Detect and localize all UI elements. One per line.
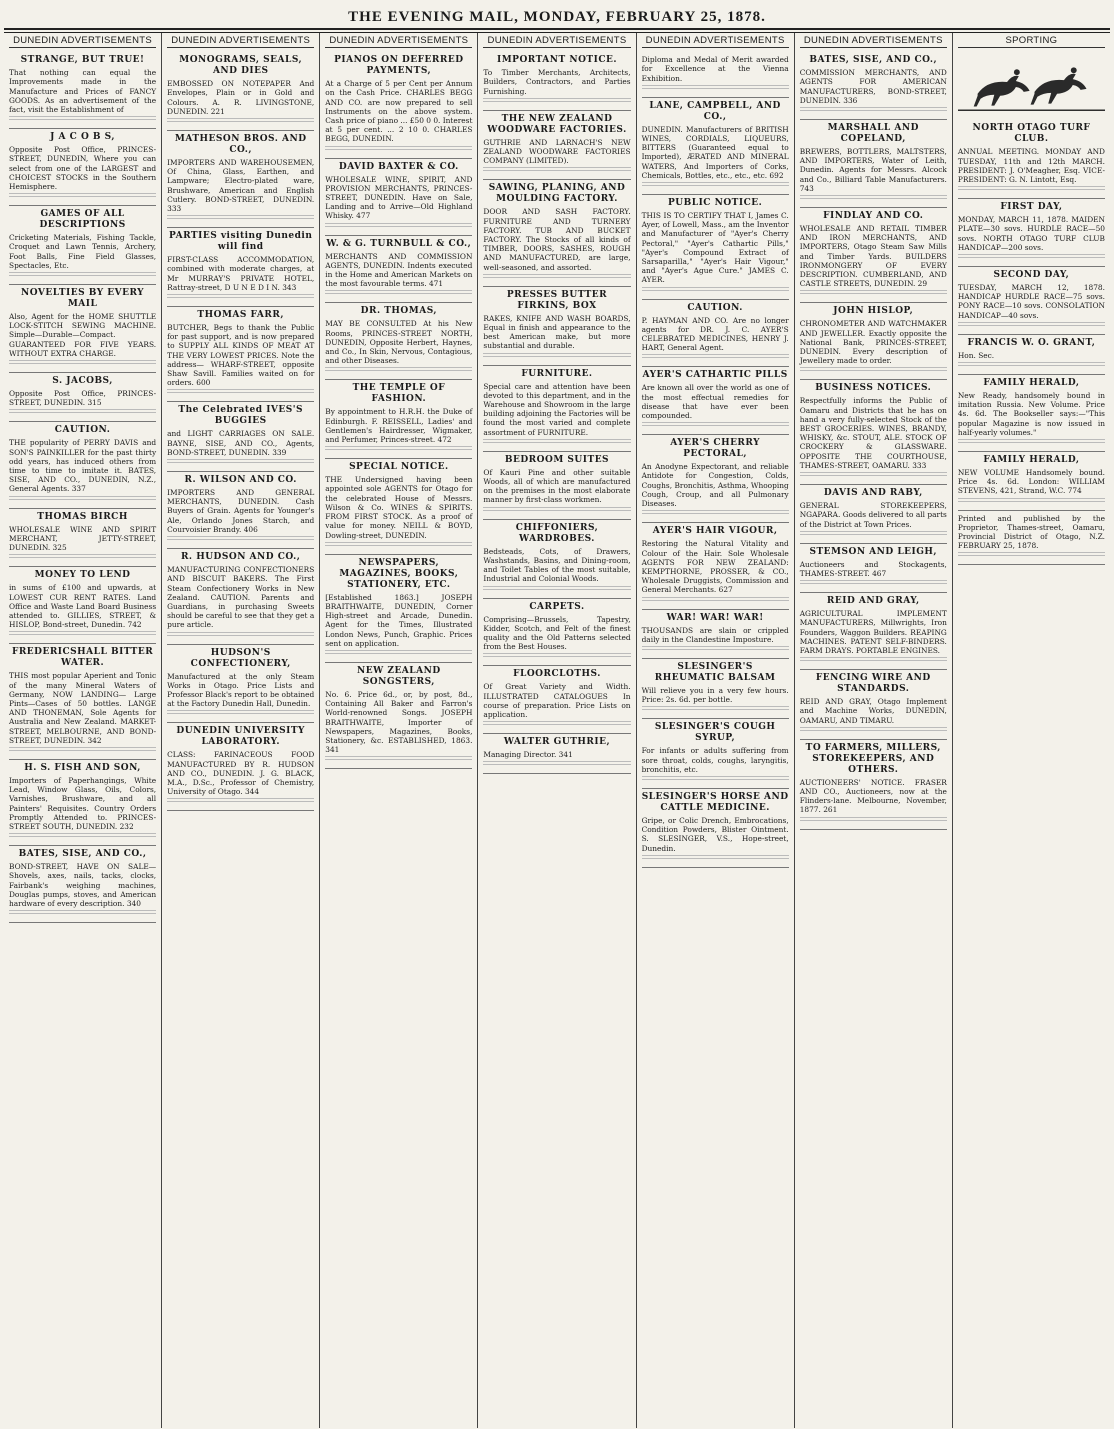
advertisement-title: REID AND GRAY,	[826, 596, 920, 607]
advertisement-title: BUSINESS NOTICES.	[815, 383, 932, 394]
advertisement-body: An Anodyne Expectorant, and reliable Antidote for Congestion, Colds, Coughs, Bronchitis, Asthma, Whooping Cough, Croup, and all Pulmonary Diseases.	[641, 462, 789, 509]
advertisement-body: No. 6. Price 6d., or, by post, 8d., Containing All Baker and Farron's World-renowned Songs. JOSEPH BRAITHWAITE, Importer of Newspapers, Magazines, Books, Stationery, &c. ESTABLISHED, 1863. 341	[325, 689, 473, 755]
advertisement	[483, 452, 630, 520]
advertisement-body: CLASS: FARINACEOUS FOOD MANUFACTURED BY R. HUDSON AND CO., DUNEDIN. J. G. BLACK, M.A., D.Sc., Professor of Chemistry, University of Otago. 344	[167, 750, 315, 797]
advertisement	[167, 723, 314, 811]
advertisement-body: and LIGHT CARRIAGES ON SALE. BAYNE, SISE, AND CO., Agents, BOND-STREET, DUNEDIN. 339	[167, 429, 315, 457]
body-text-lines	[9, 631, 156, 637]
column-7	[953, 33, 1110, 1428]
advertisement-body: THOUSANDS are slain or crippled daily in the Clandestine Imposture.	[641, 625, 789, 644]
advertisement-body: WHOLESALE WINE AND SPIRIT MERCHANT, JETTY-STREET, DUNEDIN. 325	[9, 524, 157, 553]
advertisement-title: FENCING WIRE AND STANDARDS.	[815, 673, 931, 695]
advertisement	[642, 435, 789, 523]
body-text-lines	[9, 360, 156, 366]
advertisement	[642, 789, 789, 868]
body-text-lines	[958, 254, 1105, 260]
body-text-lines	[483, 353, 630, 359]
advertisement-body: Opposite Post Office, PRINCES-STREET, DUNEDIN, Where you can select from one of the LARGEST and CHOICEST STOCKS in the Southern Hemisphere.	[9, 145, 157, 192]
advertisement	[9, 509, 156, 568]
advertisement	[800, 208, 947, 303]
body-text-lines	[483, 586, 630, 592]
advertisement-body: DOOR AND SASH FACTORY. FURNITURE AND TURNERY FACTORY. TUB AND BUCKET FACTORY. The Stocks of all kinds of TIMBER, DOORS, SASHES, ROUGH AND MANUFACTURED, are large, well-seasoned, and assorted.	[483, 207, 631, 272]
advertisement-title: MONOGRAMS, SEALS, AND DIES	[179, 55, 303, 77]
advertisement	[800, 593, 947, 670]
advertisement-body: P. HAYMAN AND CO. Are no longer agents for DR. J. C. AYER'S CELEBRATED MEDICINES, HENRY J. HART, General Agent.	[641, 315, 789, 353]
advertisement-body: GUTHRIE AND LARNACH'S NEW ZEALAND WOODWARE FACTORIES COMPANY (LIMITED).	[483, 137, 631, 166]
body-text-lines	[800, 817, 947, 823]
advertisement-body: Will relieve you in a very few hours. Price: 2s. 6d. per bottle.	[641, 685, 789, 705]
advertisement-title: NEW ZEALAND SONGSTERS,	[357, 665, 441, 687]
advertisement	[958, 199, 1105, 267]
body-text-lines	[483, 721, 630, 727]
advertisement-title: FINDLAY AND CO.	[823, 211, 924, 222]
advertisement-title: S. JACOBS,	[52, 376, 113, 387]
advertisement-body: WHOLESALE AND RETAIL TIMBER AND IRON MERCHANTS, AND IMPORTERS, Otago Steam Saw Mills and Timber Yards. BUILDERS IRONMONGERY OF EVERY DESCRIPTION. CUMBERLAND, AND CASTLE STREETS, DUNEDIN. 29	[799, 224, 947, 289]
advertisement-title: FAMILY HERALD,	[983, 378, 1080, 389]
advertisement-title: SECOND DAY,	[993, 270, 1070, 281]
advertisement-title: W. & G. TURNBULL & CO.,	[326, 238, 472, 249]
body-text-lines	[800, 195, 947, 201]
advertisement-title: DAVIS AND RABY,	[823, 488, 923, 499]
advertisement	[9, 129, 156, 206]
advertisement-body: in sums of £100 and upwards, at LOWEST CUR RENT RATES. Land Office and Waste Land Board Business attended to. GILLIES, STREET, & HISLOP, Bond-street, Dunedin. 742	[9, 583, 157, 630]
body-text-lines	[167, 536, 314, 542]
advertisement-title: SPECIAL NOTICE.	[349, 462, 449, 473]
advertisement	[483, 520, 630, 599]
advertisement-body: At a Charge of 5 per Cent per Annum on the Cash Price. CHARLES BEGG AND CO. are now prepared to sell Instruments on the above system. Cash price of piano ... £50 0 0. Interest at 5 per cent. ... 2 10 0. CHARLES BEGG, DUNEDIN.	[325, 79, 473, 144]
advertisement-body: [Established 1863.] JOSEPH BRAITHWAITE, DUNEDIN, Corner High-street and Arcade, Dunedin. Agent for the Times, Illustrated London News, Punch, Graphic. Prices sent on application.	[325, 592, 473, 648]
advertisement	[642, 195, 789, 300]
body-text-lines	[167, 389, 314, 395]
body-text-lines	[483, 439, 630, 445]
advertisement-body: Restoring the Natural Vitality and Colour of the Hair. Sole Wholesale AGENTS FOR NEW ZEALAND: KEMPTHORNE, PROSSER, & CO., Wholesale Druggists, Commission and General Merchants. 627	[641, 539, 789, 595]
body-text-lines	[325, 446, 472, 452]
body-text-lines	[800, 367, 947, 373]
advertisement-body: THIS most popular Aperient and Tonic of the many Mineral Waters of Germany, NOW LANDING— Large Pints—Cases of 50 bottles. LANGE AND THONEMAN, Sole Agents for Australia and New Zealand. MARKET-STREET, MELBOURNE, AND BOND-STREET, DUNEDIN. 342	[9, 671, 157, 745]
advertisement-title: IMPORTANT NOTICE.	[497, 55, 617, 66]
advertisement	[483, 52, 630, 111]
advertisement-body: Cricketing Materials, Fishing Tackle, Croquet and Lawn Tennis, Archery, Foot Balls, Fine Field Glasses, Spectacles, Etc.	[9, 233, 157, 270]
body-text-lines	[642, 855, 789, 861]
advertisement	[483, 366, 630, 452]
advertisement-title: MATHESON BROS. AND CO.,	[174, 134, 307, 156]
advertisement	[325, 663, 472, 769]
column-5	[637, 33, 795, 1428]
advertisement-title: BEDROOM SUITES	[504, 454, 610, 465]
body-text-lines	[642, 182, 789, 188]
advertisement	[167, 645, 314, 724]
body-text-lines	[9, 272, 156, 278]
advertisement	[325, 236, 472, 304]
advertisement-title: PARTIES visiting Dunedin will find	[169, 231, 313, 253]
advertisement-body: Gripe, or Colic Drench, Embrocations, Condition Powders, Blister Ointment. S. SLESINGER, V.S., Hope-street, Dunedin.	[641, 815, 789, 853]
advertisement-body: WHOLESALE WINE, SPIRIT, AND PROVISION MERCHANTS, PRINCES-STREET, DUNEDIN. Have on Sale, Landing and to Arrive—Old Highland Whisky. 477	[325, 174, 473, 221]
advertisement-body: Also, Agent for the HOME SHUTTLE LOCK-STITCH SEWING MACHINE. Simple—Durable—Compact. GUARANTEED FOR FIVE YEARS. WITHOUT EXTRA CHARGE.	[9, 312, 157, 358]
body-text-lines	[167, 118, 314, 124]
advertisement	[642, 300, 789, 368]
advertisement	[167, 52, 314, 131]
body-text-lines	[9, 833, 156, 839]
advertisement-body: To Timber Merchants, Architects, Builders, Contractors, and Parties Furnishing.	[483, 68, 631, 96]
advertisement	[800, 52, 947, 120]
advertisement-title: THE NEW ZEALAND WOODWARE FACTORIES.	[487, 113, 627, 135]
advertisement	[800, 740, 947, 830]
advertisement	[325, 459, 472, 554]
advertisement-body: MANUFACTURING CONFECTIONERS AND BISCUIT BAKERS. The First Steam Confectionery Works in New Zealand. CAUTION. Parents and Guardians, in purchasing Sweets should be careful to see that they get a pure article.	[167, 565, 315, 630]
body-text-lines	[642, 510, 789, 516]
advertisement	[958, 375, 1105, 452]
body-text-lines	[642, 706, 789, 712]
column-2	[162, 33, 320, 1428]
advertisement-title: BATES, SISE, AND CO.,	[18, 849, 147, 860]
advertisement	[642, 367, 789, 435]
body-text-lines	[167, 294, 314, 300]
advertisement-title: THE TEMPLE OF FASHION.	[352, 383, 446, 405]
advertisement-title: HUDSON'S CONFECTIONERY,	[190, 647, 291, 669]
advertisement	[9, 644, 156, 760]
advertisement-title: PUBLIC NOTICE.	[668, 198, 763, 209]
advertisement	[325, 555, 472, 663]
advertisement-body: Of Kauri Pine and other suitable Woods, all of which are manufactured on the premises in the most elaborate manner by first-class workmen.	[483, 467, 631, 505]
advertisement-body: CHRONOMETER AND WATCHMAKER AND JEWELLER. Exactly opposite the National Bank, PRINCES-STREET, DUNEDIN. Every description of Jewellery made to order.	[799, 319, 947, 366]
column-heading: DUNEDIN ADVERTISEMENTS	[483, 33, 630, 48]
advertisement	[958, 452, 1105, 511]
advertisement-title: DR. THOMAS,	[360, 306, 438, 317]
advertisement	[325, 303, 472, 380]
advertisement	[167, 472, 314, 549]
advertisement-title: FAMILY HERALD,	[983, 455, 1080, 466]
advertisement	[642, 523, 789, 609]
advertisement	[9, 422, 156, 508]
advertisement	[958, 267, 1105, 335]
advertisement-title: CAUTION.	[54, 425, 111, 436]
advertisement-title: NEWSPAPERS, MAGAZINES, BOOKS, STATIONERY, ETC.	[339, 557, 459, 590]
body-text-lines	[642, 422, 789, 428]
body-text-lines	[167, 710, 314, 716]
advertisement-body: GENERAL STOREKEEPERS, NGAPARA. Goods delivered to all parts of the District at Town Prices.	[799, 501, 947, 529]
body-text-lines	[800, 727, 947, 733]
advertisement-body: BUTCHER, Begs to thank the Public for past support, and is now prepared to SUPPLY ALL KINDS OF MEAT AT THE VERY LOWEST PRICES. Note the address— WHARF-STREET, opposite Shaw Savill. Families waited on for orders. 600	[167, 323, 315, 388]
advertisement	[9, 52, 156, 129]
advertisement	[167, 549, 314, 644]
advertisement	[167, 131, 314, 228]
body-text-lines	[9, 116, 156, 122]
advertisement-title: FIRST DAY,	[1000, 202, 1063, 213]
advertisement	[483, 180, 630, 286]
advertisement-body: ANNUAL MEETING. MONDAY AND TUESDAY, 11th and 12th MARCH. PRESIDENT: J. O'Meagher, Esq. VICE-PRESIDENT: G. N. Lintott, Esq.	[957, 147, 1105, 185]
advertisement-body: For infants or adults suffering from sore throat, colds, coughs, laryngitis, bronchitis, etc.	[641, 746, 789, 774]
body-text-lines	[800, 531, 947, 537]
advertisement-body: RAKES, KNIFE AND WASH BOARDS, Equal in finish and appearance to the best American make, but more substantial and durable.	[483, 313, 631, 351]
advertisement-title: SAWING, PLANING, AND MOULDING FACTORY.	[488, 183, 626, 205]
masthead: THE EVENING MAIL, MONDAY, FEBRUARY 25, 1878.	[4, 6, 1110, 30]
advertisement	[9, 285, 156, 373]
body-text-lines	[167, 459, 314, 465]
advertisement	[800, 670, 947, 740]
advertisement-body: BREWERS, BOTTLERS, MALTSTERS, AND IMPORTERS, Water of Leith, Dunedin. Agents for Messrs. Alcock and Co., Billiard Table Manufacturers. 743	[799, 147, 947, 193]
advertisement-body: MERCHANTS AND COMMISSION AGENTS, DUNEDIN. Indents executed in the Home and American Markets on the most favourable terms. 471	[325, 251, 473, 289]
body-text-lines	[642, 85, 789, 91]
body-text-lines	[483, 653, 630, 659]
advertisement-body: Importers of Paperhangings, White Lead, Window Glass, Oils, Colors, Varnishes, Brushware, and all Painters' Requisites. Country Orders Promptly Attended to. PRINCES-STREET SOUTH, DUNEDIN. 232	[9, 775, 157, 831]
advertisement	[325, 159, 472, 236]
body-text-lines	[167, 798, 314, 804]
advertisement-title: R. WILSON AND CO.	[184, 475, 297, 486]
body-text-lines	[483, 98, 630, 104]
advertisement-title: TO FARMERS, MILLERS, STOREKEEPERS, AND OTHERS.	[805, 742, 941, 775]
advertisement	[800, 485, 947, 544]
body-text-lines	[800, 580, 947, 586]
advertisement-title: PRESSES BUTTER FIRKINS, BOX	[506, 289, 608, 311]
advertisement	[800, 120, 947, 208]
body-text-lines	[642, 776, 789, 782]
advertisement-body: IMPORTERS AND GENERAL MERCHANTS, DUNEDIN. Cash Buyers of Grain. Agents for Younger's Ale, Orlando Jones Starch, and Courvoisier Brandy. 406	[167, 488, 315, 534]
body-text-lines	[483, 761, 630, 767]
body-text-lines	[325, 367, 472, 373]
column-heading: DUNEDIN ADVERTISEMENTS	[800, 33, 947, 48]
advertisement	[958, 120, 1105, 199]
body-text-lines	[9, 910, 156, 916]
advertisement-body: Auctioneers and Stockagents, THAMES-STREET. 467	[799, 559, 947, 578]
advertisement	[642, 52, 789, 98]
body-text-lines	[167, 215, 314, 221]
advertisement-title: CARPETS.	[529, 601, 585, 612]
advertisement-body: Of Great Variety and Width. ILLUSTRATED CATALOGUES In course of preparation. Price Lists on application.	[483, 682, 631, 719]
advertisement	[167, 228, 314, 307]
advertisement-title: FRANCIS W. O. GRANT,	[967, 337, 1096, 348]
advertisement-title: AYER'S CATHARTIC PILLS	[642, 370, 788, 381]
column-6	[795, 33, 953, 1428]
advertisement-body: Bedsteads, Cots, of Drawers, Washstands, Basins, and Dining-room, and Toilet Tables of the most suitable, Industrial and Colonial Woods.	[483, 546, 631, 584]
advertisement	[642, 719, 789, 789]
body-text-lines	[9, 193, 156, 199]
advertisement-title: AYER'S HAIR VIGOUR,	[652, 526, 778, 537]
racehorse-engraving-icon	[958, 54, 1105, 114]
advertisement-title: STRANGE, BUT TRUE!	[20, 55, 145, 66]
body-text-lines	[9, 554, 156, 560]
advertisement-body: Manufactured at the only Steam Works in Otago. Price Lists and Professor Black's report to be obtained at the Factory Dunedin Hall, Dunedin.	[167, 671, 315, 709]
column-heading: DUNEDIN ADVERTISEMENTS	[642, 33, 789, 48]
advertisement-title: SLESINGER'S HORSE AND CATTLE MEDICINE.	[641, 791, 789, 813]
advertisement-title: SLESINGER'S RHEUMATIC BALSAM	[654, 661, 776, 683]
advertisement	[483, 599, 630, 667]
advertisement	[167, 307, 314, 402]
body-text-lines	[642, 597, 789, 603]
column-3	[320, 33, 478, 1428]
advertisement-body: That nothing can equal the Improvements made in the Manufacture and Prices of FANCY GOODS. As an advertisement of the fact, visit the Establishment of	[9, 68, 157, 115]
advertisement	[483, 734, 630, 774]
body-text-lines	[9, 409, 156, 415]
advertisement-title: LANE, CAMPBELL, AND CO.,	[649, 100, 781, 122]
advertisement-body: MONDAY, MARCH 11, 1878. MAIDEN PLATE—30 sovs. HURDLE RACE—50 sovs. NORTH OTAGO TURF CLUB HANDICAP—200 sovs.	[957, 215, 1105, 252]
advertisement-body: THIS IS TO CERTIFY THAT I, James C. Ayer, of Lowell, Mass., am the Inventor and Manufacturer of "Ayer's Cherry Pectoral," "Ayer's Cathartic Pills," "Ayer's Compound Extract of Sarsaparilla," "Ayer's Hair Vigour," and "Ayer's Ague Cure." JAMES C. AYER.	[641, 211, 789, 285]
advertisement	[958, 511, 1105, 566]
advertisement-title: DUNEDIN UNIVERSITY LABORATORY.	[176, 726, 305, 748]
advertisement	[642, 659, 789, 719]
advertisement-body: FIRST-CLASS ACCOMMODATION, combined with moderate charges, at Mr MURRAY'S PRIVATE HOTEL, Rattray-street, D U N E D I N. 343	[167, 255, 315, 292]
advertisement	[325, 52, 472, 158]
advertisement-title: FREDERICSHALL BITTER WATER.	[11, 647, 154, 669]
advertisement	[800, 380, 947, 485]
advertisement-body: AUCTIONEERS' NOTICE. FRASER AND CO., Auctioneers, now at the Flinders-lane. Melbourne, November, 1877. 261	[799, 777, 947, 815]
advertisement-title: THOMAS FARR,	[197, 310, 284, 321]
body-text-lines	[9, 496, 156, 502]
advertisement-body: THE Undersigned having been appointed sole AGENTS for Otago for the celebrated House of Messrs. Wilson & Co. WINES & SPIRITS. FROM FIRST STOCK. As a proof of value for money. NEILL & BOYD, Dowling-street, DUNEDIN.	[325, 475, 473, 540]
advertisement-title: WALTER GUTHRIE,	[503, 737, 611, 748]
advertisement-title: R. HUDSON AND CO.,	[180, 552, 301, 563]
advertisement-title: The Celebrated IVES'S BUGGIES	[178, 405, 304, 427]
advertisement-body: BOND-STREET, HAVE ON SALE— Shovels, axes, nails, tacks, clocks, Fairbank's weighing machines, Douglas pumps, stoves, and American hardware of every description. 340	[9, 862, 157, 908]
advertisement	[9, 760, 156, 846]
advertisement-title: CAUTION.	[687, 302, 743, 313]
advertisement-title: CHIFFONIERS, WARDROBES.	[515, 522, 599, 544]
advertisement	[483, 666, 630, 734]
advertisement-body: AGRICULTURAL IMPLEMENT MANUFACTURERS, Millwrights, Iron Founders, Waggon Builders. REAPING MACHINES. PATENT SELF-BINDERS. FARM DRAYS. PORTABLE ENGINES.	[799, 609, 947, 655]
advertisement-body: NEW VOLUME Handsomely bound. Price 4s. 6d. London: WILLIAM STEVENS, 421, Strand, W.C. 774	[957, 468, 1105, 496]
advertisement-body: Opposite Post Office, PRINCES-STREET, DUNEDIN. 315	[9, 389, 157, 408]
columns	[4, 32, 1110, 1428]
advertisement-body: IMPORTERS AND WAREHOUSEMEN, Of China, Glass, Earthen, and Lampware; Electro-plated ware, Brushware, American and English Cutlery. BOND-STREET, DUNEDIN. 333	[167, 158, 315, 214]
advertisement	[958, 335, 1105, 375]
advertisement-body: DUNEDIN. Manufacturers of BRITISH WINES, CORDIALS, LIQUEURS, BITTERS (Guaranteed equal to Imported), ÆRATED AND MINERAL WATERS, And Importers of Corks, Chemicals, Bottles, etc., etc., etc. 692	[641, 124, 789, 180]
body-text-lines	[167, 632, 314, 638]
advertisement-body: Are known all over the world as one of the most effectual remedies for disease that have ever been compounded.	[641, 383, 789, 421]
body-text-lines	[800, 472, 947, 478]
advertisement-body: COMMISSION MERCHANTS, AND AGENTS FOR AMERICAN MANUFACTURERS, BOND-STREET, DUNEDIN. 336	[799, 68, 947, 105]
advertisement	[642, 98, 789, 195]
advertisement-body: New Ready, handsomely bound in imitation Russia. New Volume. Price 4s. 6d. The Bookseller says:—"This popular Magazine is now issued in half-yearly volumes."	[957, 391, 1105, 437]
advertisement-title: WAR! WAR! WAR!	[666, 612, 764, 623]
advertisement-title: AYER'S CHERRY PECTORAL,	[670, 438, 761, 460]
body-text-lines	[958, 186, 1105, 192]
advertisement-title: FURNITURE.	[521, 368, 593, 379]
body-text-lines	[958, 498, 1105, 504]
column-heading: DUNEDIN ADVERTISEMENTS	[9, 33, 156, 48]
advertisement-title: MARSHALL AND COPELAND,	[827, 123, 919, 145]
advertisement	[9, 846, 156, 923]
advertisement	[483, 111, 630, 181]
body-text-lines	[958, 322, 1105, 328]
advertisement-title: SLESINGER'S COUGH SYRUP,	[654, 722, 776, 744]
body-text-lines	[325, 542, 472, 548]
body-text-lines	[958, 362, 1105, 368]
body-text-lines	[958, 439, 1105, 445]
column-4	[478, 33, 636, 1428]
advertisement-body: Diploma and Medal of Merit awarded for Excellence at the Vienna Exhibition.	[641, 55, 789, 83]
advertisement-body: TUESDAY, MARCH 12, 1878. HANDICAP HURDLE RACE—75 sovs. PONY RACE—10 sovs. CONSOLATION HANDICAP—40 sovs.	[957, 283, 1105, 320]
advertisement	[167, 402, 314, 472]
advertisement-body: Special care and attention have been devoted to this department, and in the Warehouse and Showroom in the large building adjoining the Factories will be found the most varied and complete assortment of FURNITURE.	[483, 381, 631, 437]
advertisement-body: Comprising—Brussels, Tapestry, Kidder, Scotch, and Felt of the finest quality and the Old Patterns selected from the Best Houses.	[483, 614, 631, 652]
body-text-lines	[325, 290, 472, 296]
advertisement	[9, 206, 156, 285]
body-text-lines	[642, 287, 789, 293]
advertisement-body: Hon. Sec.	[957, 350, 995, 360]
body-text-lines	[325, 146, 472, 152]
advertisement-title: FLOORCLOTHS.	[513, 669, 601, 680]
body-text-lines	[483, 274, 630, 280]
body-text-lines	[642, 646, 789, 652]
advertisement-body: EMBOSSED ON NOTEPAPER And Envelopes, Plain or in Gold and Colours. A. R. LIVINGSTONE, DUNEDIN. 221	[167, 79, 315, 116]
body-text-lines	[9, 747, 156, 753]
advertisement	[800, 303, 947, 380]
advertisement-title: J A C O B S,	[50, 132, 115, 143]
advertisement	[483, 287, 630, 366]
column-1	[4, 33, 162, 1428]
advertisement-title: NOVELTIES BY EVERY MAIL	[21, 288, 145, 310]
advertisement	[800, 544, 947, 593]
advertisement-title: H. S. FISH AND SON,	[24, 762, 141, 773]
body-text-lines	[325, 650, 472, 656]
column-heading: DUNEDIN ADVERTISEMENTS	[167, 33, 314, 48]
advertisement-title: PIANOS ON DEFERRED PAYMENTS,	[334, 55, 464, 77]
advertisement-body: REID AND GRAY, Otago Implement and Machine Works, DUNEDIN, OAMARU, AND TIMARU.	[799, 697, 947, 725]
advertisement-title: GAMES OF ALL DESCRIPTIONS	[39, 209, 126, 231]
advertisement-title: DAVID BAXTER & CO.	[338, 161, 459, 172]
body-text-lines	[483, 167, 630, 173]
advertisement-body: By appointment to H.R.H. the Duke of Edinburgh. F. REISSELL, Ladies' and Gentlemen's Hairdresser, Wigmaker, and Perfumer, Princes-street. 472	[325, 407, 473, 445]
advertisement	[642, 610, 789, 659]
advertisement-body: Respectfully informs the Public of Oamaru and Districts that he has on hand a very fully-selected Stock of the BEST GROCERIES. WINES, BRANDY, WHISKY, &c. STOUT, ALE. STOCK OF CROCKERY & GLASSWARE. OPPOSITE THE COURTHOUSE, THAMES-STREET, OAMARU. 333	[799, 396, 947, 470]
advertisement	[9, 373, 156, 422]
column-heading: SPORTING	[958, 33, 1105, 48]
advertisement-body: Printed and published by the Proprietor, Thames-street, Oamaru, Provincial District of Otago, N.Z. FEBRUARY 25, 1878.	[957, 513, 1105, 551]
advertisement-body: MAY BE CONSULTED At his New Rooms, PRINCES-STREET NORTH, DUNEDIN, Opposite Herbert, Haynes, and Co., In Skin, Nervous, Contagious, and other Diseases.	[325, 319, 473, 366]
body-text-lines	[642, 354, 789, 360]
advertisement-title: MONEY TO LEND	[34, 570, 131, 581]
advertisement-title: BATES, SISE, AND CO.,	[809, 55, 938, 66]
advertisement-title: NORTH OTAGO TURF CLUB.	[972, 123, 1091, 145]
advertisement-body: Managing Director. 341	[483, 750, 573, 760]
advertisement-title: JOHN HISLOP,	[833, 306, 914, 317]
body-text-lines	[800, 290, 947, 296]
body-text-lines	[325, 223, 472, 229]
advertisement	[9, 567, 156, 644]
body-text-lines	[800, 657, 947, 663]
advertisement-title: STEMSON AND LEIGH,	[809, 546, 938, 557]
advertisement	[325, 380, 472, 459]
body-text-lines	[483, 507, 630, 513]
column-heading: DUNEDIN ADVERTISEMENTS	[325, 33, 472, 48]
body-text-lines	[800, 107, 947, 113]
advertisement-title: THOMAS BIRCH	[37, 511, 128, 522]
body-text-lines	[325, 756, 472, 762]
advertisement-body: THE popularity of PERRY DAVIS and SON'S PAINKILLER for the past thirty odd years, has induced others from time to time to imitate it. BATES, SISE, AND CO., DUNEDIN, N.Z., General Agents. 337	[9, 438, 157, 494]
body-text-lines	[958, 552, 1105, 558]
